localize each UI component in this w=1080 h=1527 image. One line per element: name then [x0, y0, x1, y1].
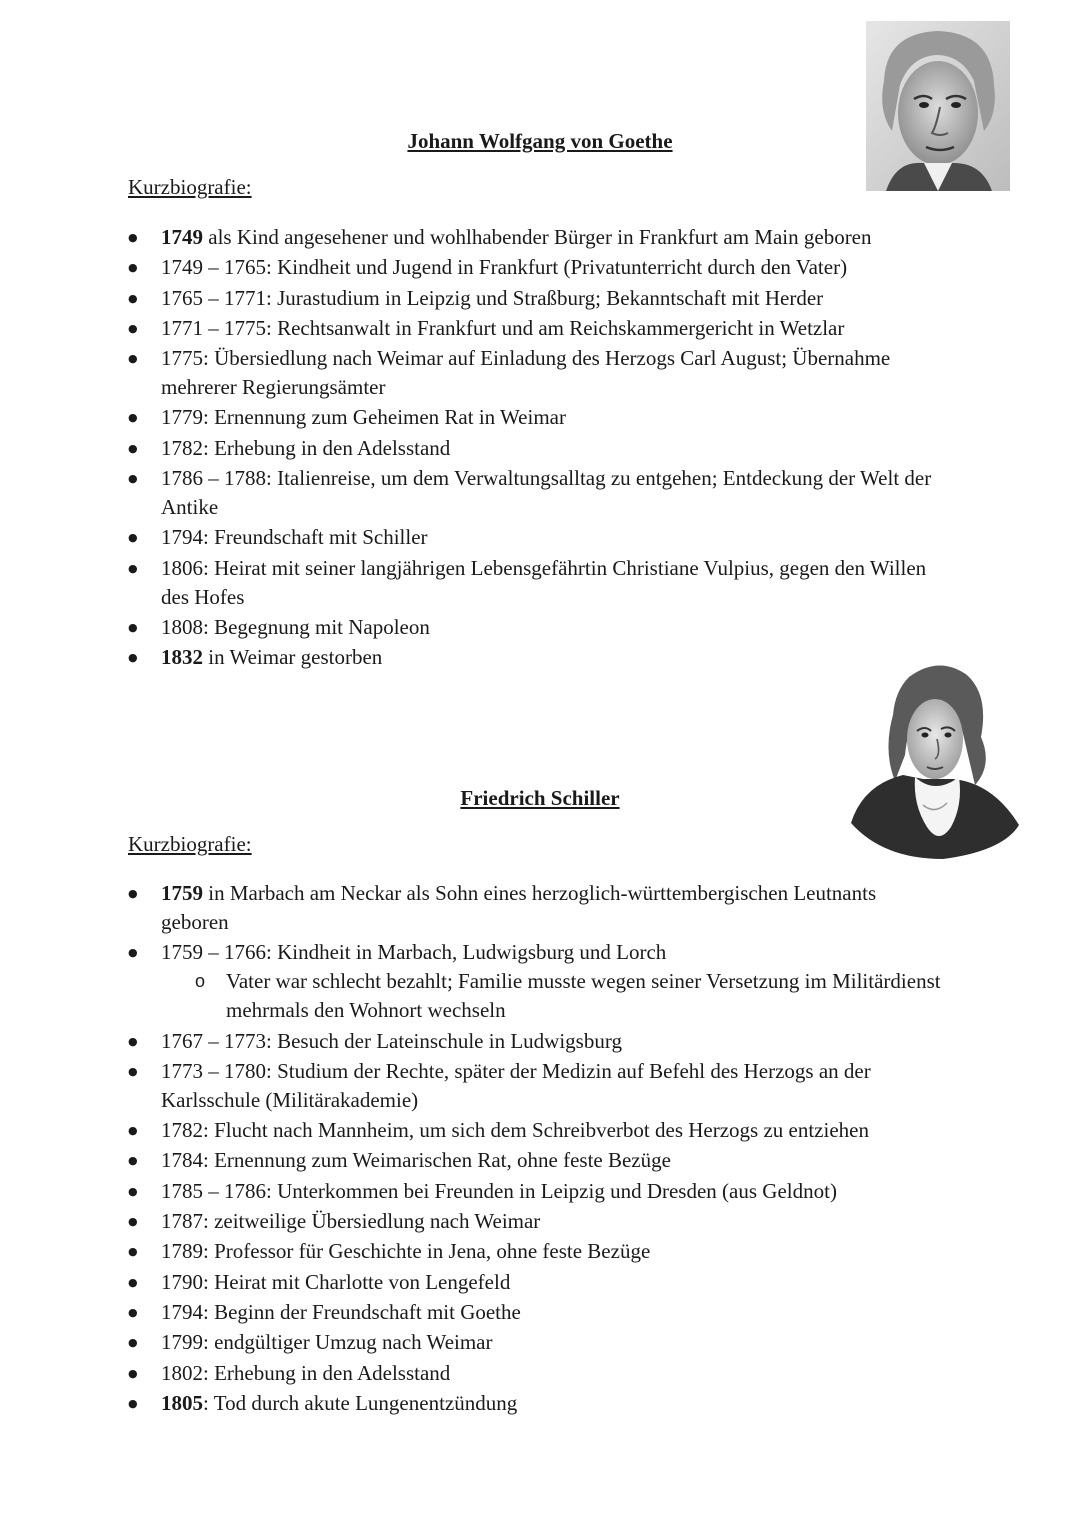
list-item: ● 1775: Übersiedlung nach Weimar auf Einladung des Herzogs Carl August; Übernahme mehrerer Regierungsämter: [128, 344, 948, 402]
list-item: ● 1832 in Weimar gestorben: [128, 643, 948, 672]
list-item: ● 1794: Beginn der Freundschaft mit Goethe: [128, 1298, 948, 1327]
list-item: ● 1789: Professor für Geschichte in Jena, ohne feste Bezüge: [128, 1237, 948, 1266]
list-item: ● 1779: Ernennung zum Geheimen Rat in Weimar: [128, 403, 948, 432]
schiller-portrait: [843, 655, 1031, 860]
list-item: ● 1805: Tod durch akute Lungenentzündung: [128, 1389, 948, 1418]
goethe-portrait: [866, 21, 1010, 191]
list-item: ● 1808: Begegnung mit Napoleon: [128, 613, 948, 642]
list-item: ● 1799: endgültiger Umzug nach Weimar: [128, 1328, 948, 1357]
list-item: ● 1782: Flucht nach Mannheim, um sich dem Schreibverbot des Herzogs zu entziehen: [128, 1116, 948, 1145]
list-item: ● 1784: Ernennung zum Weimarischen Rat, ohne feste Bezüge: [128, 1146, 948, 1175]
list-item: ● 1759 in Marbach am Neckar als Sohn eines herzoglich-württembergischen Leutnants geboren: [128, 879, 948, 937]
list-item: ● 1806: Heirat mit seiner langjährigen Lebensgefährtin Christiane Vulpius, gegen den Willen des Hofes: [128, 554, 948, 612]
goethe-subheading: Kurzbiografie:: [128, 175, 252, 199]
list-item: ● 1749 als Kind angesehener und wohlhabender Bürger in Frankfurt am Main geboren: [128, 223, 948, 252]
list-item: ● 1759 – 1766: Kindheit in Marbach, Ludwigsburg und Lorch o Vater war schlecht bezahlt; Familie musste wegen seiner Versetzung im Militärdienst mehrmals den Wohnort wechseln: [128, 938, 948, 1025]
list-item: ● 1749 – 1765: Kindheit und Jugend in Frankfurt (Privatunterricht durch den Vater): [128, 253, 948, 282]
list-item: ● 1767 – 1773: Besuch der Lateinschule in Ludwigsburg: [128, 1027, 948, 1056]
list-item: ● 1790: Heirat mit Charlotte von Lengefeld: [128, 1268, 948, 1297]
schiller-subheading: Kurzbiografie:: [128, 832, 252, 856]
list-item: ● 1773 – 1780: Studium der Rechte, später der Medizin auf Befehl des Herzogs an der Karlsschule (Militärakademie): [128, 1057, 948, 1115]
list-item: ● 1785 – 1786: Unterkommen bei Freunden in Leipzig und Dresden (aus Geldnot): [128, 1177, 948, 1206]
schiller-title: Friedrich Schiller: [460, 786, 620, 810]
list-item: ● 1787: zeitweilige Übersiedlung nach Weimar: [128, 1207, 948, 1236]
list-item: ● 1782: Erhebung in den Adelsstand: [128, 434, 948, 463]
sub-list-item: o Vater war schlecht bezahlt; Familie musste wegen seiner Versetzung im Militärdienst mehrmals den Wohnort wechseln: [161, 967, 948, 1025]
list-item: ● 1786 – 1788: Italienreise, um dem Verwaltungsalltag zu entgehen; Entdeckung der Welt der Antike: [128, 464, 948, 522]
list-item: ● 1765 – 1771: Jurastudium in Leipzig und Straßburg; Bekanntschaft mit Herder: [128, 284, 948, 313]
sub-list: [161, 967, 948, 1025]
list-item: ● 1794: Freundschaft mit Schiller: [128, 523, 948, 552]
list-item: ● 1802: Erhebung in den Adelsstand: [128, 1359, 948, 1388]
goethe-biography-list: [128, 223, 948, 674]
schiller-biography-list: [128, 879, 948, 1419]
goethe-title: Johann Wolfgang von Goethe: [407, 129, 673, 153]
list-item: ● 1771 – 1775: Rechtsanwalt in Frankfurt und am Reichskammergericht in Wetzlar: [128, 314, 948, 343]
